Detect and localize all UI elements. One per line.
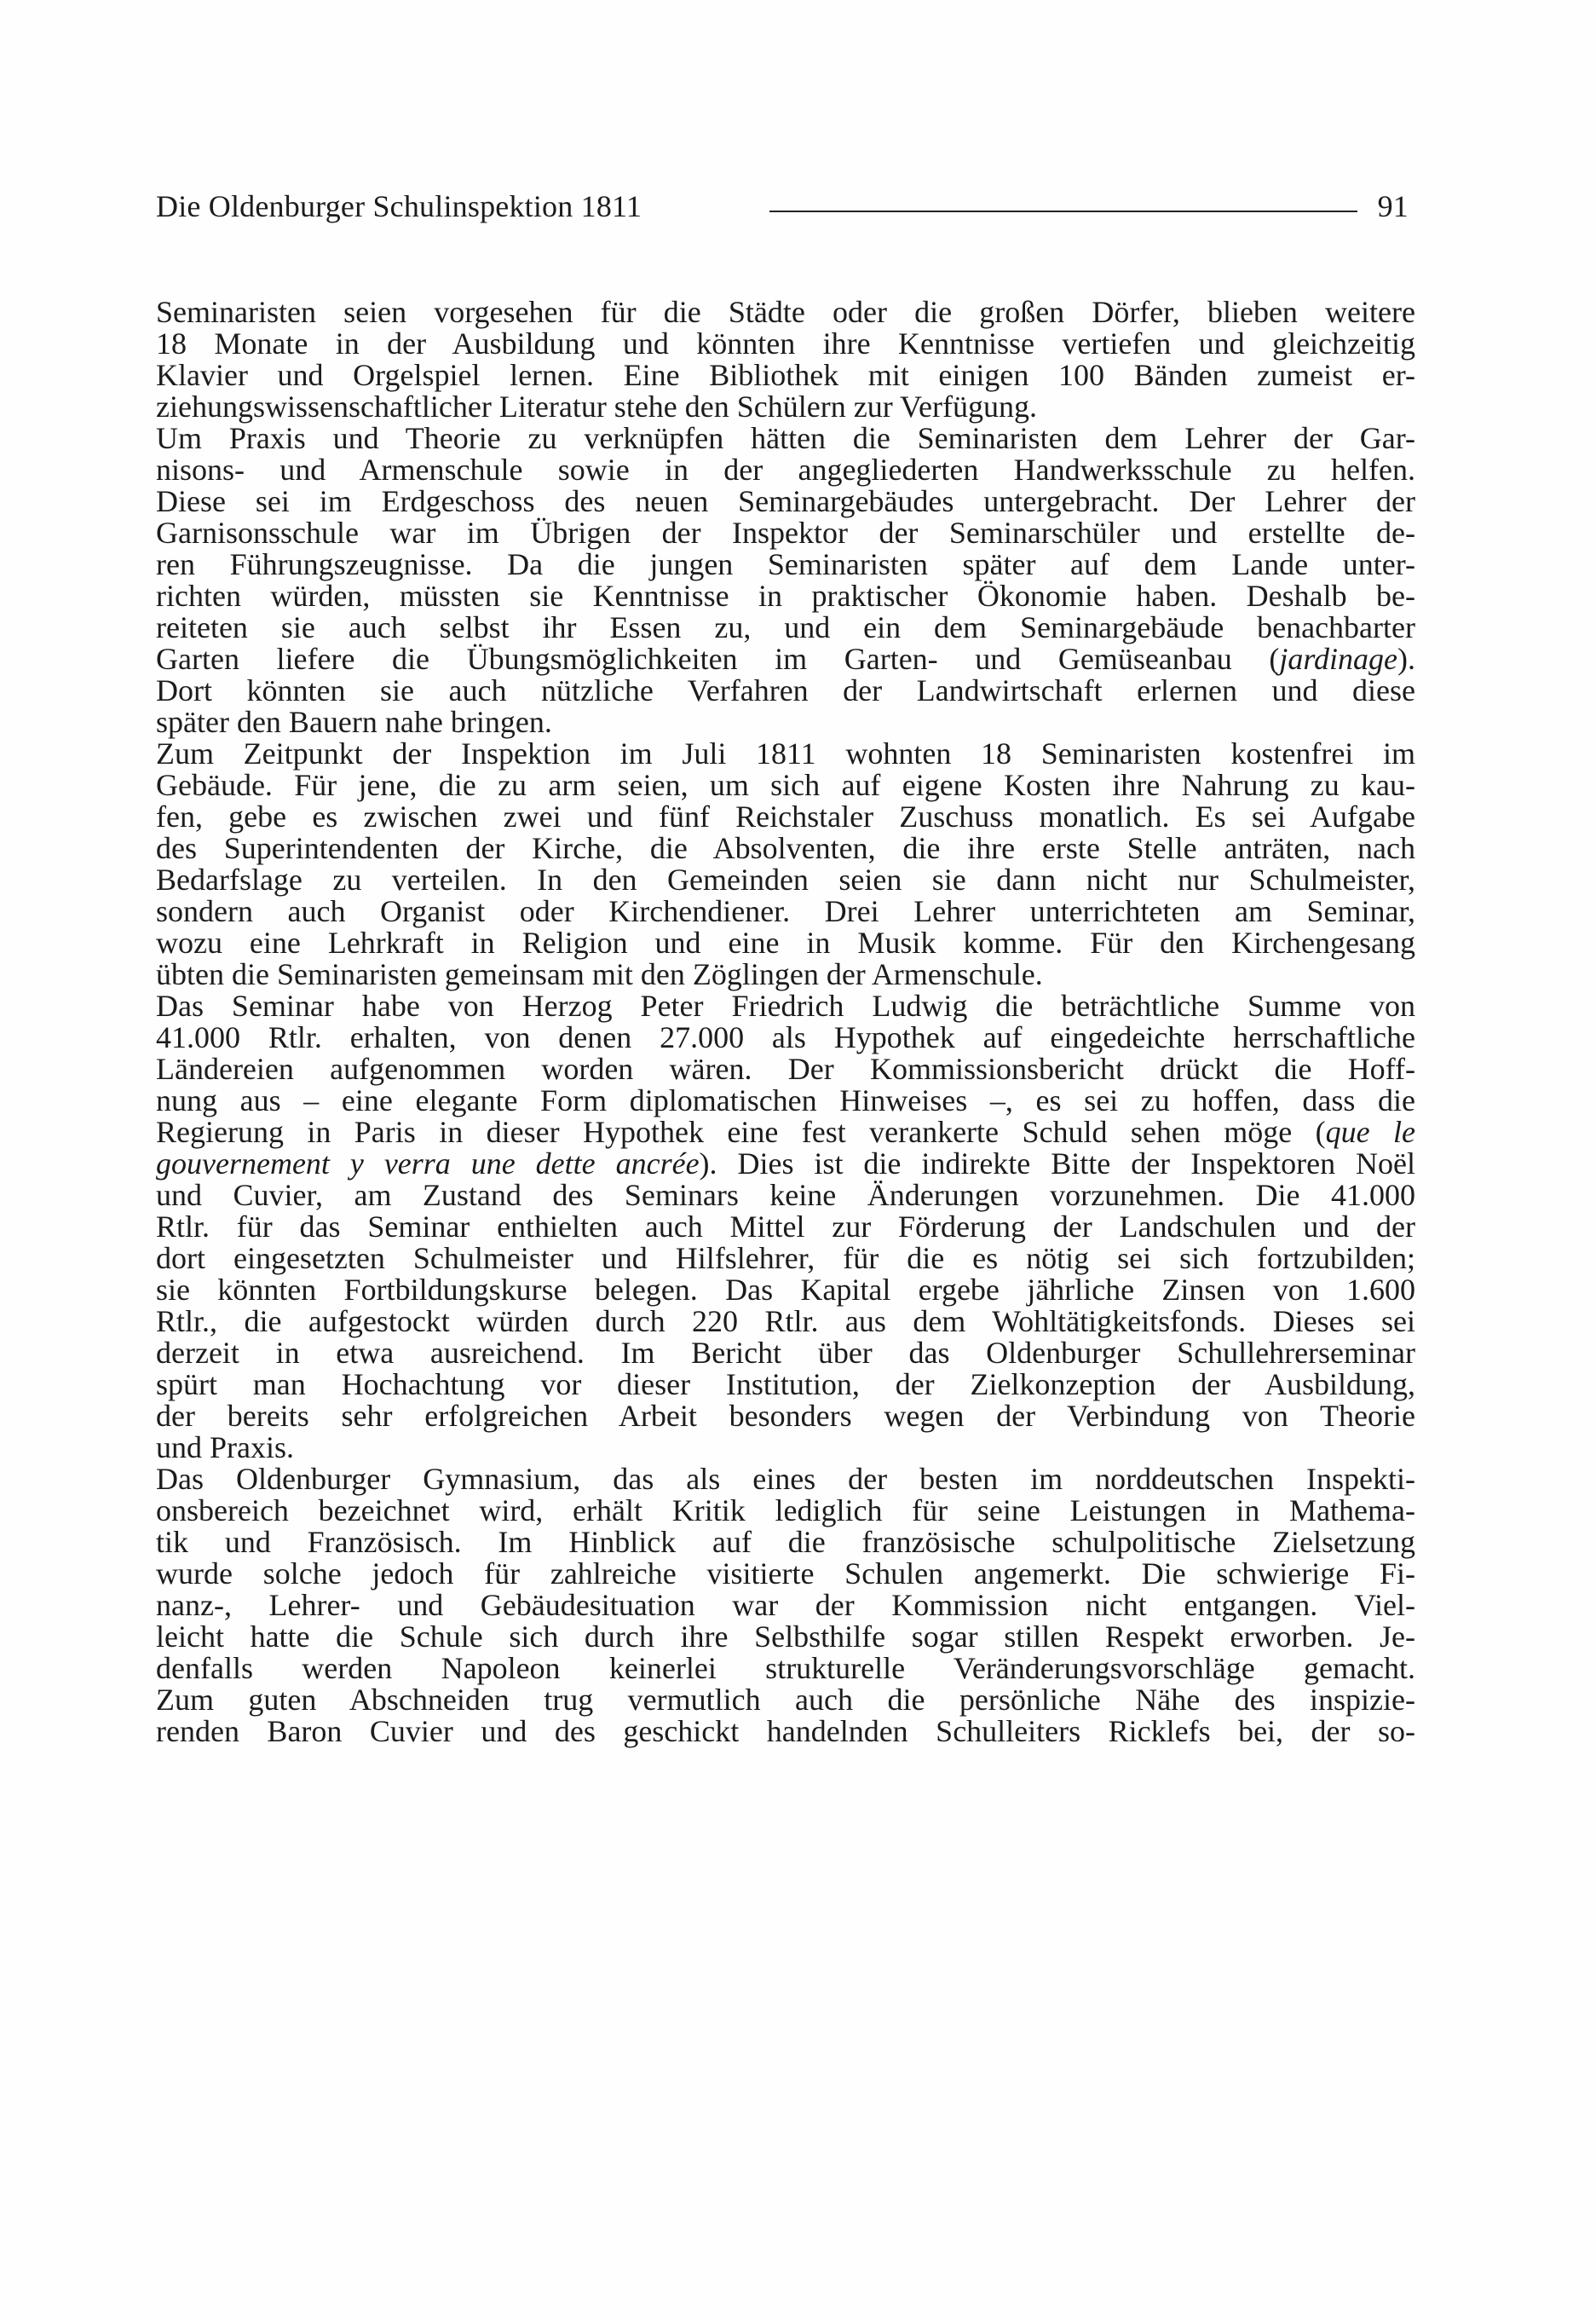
text-segment: Regierung in Paris in dieser Hypothek eine fest verankerte Schuld sehen möge (: [156, 1115, 1326, 1149]
text-line: der bereits sehr erfolgreichen Arbeit besonders wegen der Verbindung von Theorie: [156, 1399, 1415, 1433]
text-line: Garnisonsschule war im Übrigen der Inspektor der Seminarschüler und erstellte de-: [156, 516, 1415, 550]
text-line: leicht hatte die Schule sich durch ihre Selbsthilfe sogar stillen Respekt erworben. Je-: [156, 1620, 1415, 1654]
text-line: spürt man Hochachtung vor dieser Institution, der Zielkonzeption der Ausbildung,: [156, 1367, 1415, 1401]
text-line: Rtlr., die aufgestockt würden durch 220 Rtlr. aus dem Wohltätigkeitsfonds. Dieses sei: [156, 1304, 1415, 1338]
text-line: Das Seminar habe von Herzog Peter Friedrich Ludwig die beträchtliche Summe von: [156, 989, 1415, 1023]
text-line: [156, 1148, 1415, 1180]
text-line: nanz-, Lehrer- und Gebäudesituation war der Kommission nicht entgangen. Viel-: [156, 1588, 1415, 1622]
text-line: 18 Monate in der Ausbildung und könnten ihre Kenntnisse vertiefen und gleichzeitig: [156, 326, 1415, 361]
running-title: Die Oldenburger Schulinspektion 1811: [156, 189, 642, 223]
text-line: Seminaristen seien vorgesehen für die Städte oder die großen Dörfer, blieben weitere: [156, 295, 1415, 329]
italic-quote: que le: [1325, 1115, 1415, 1149]
text-line: denfalls werden Napoleon keinerlei strukturelle Veränderungsvorschläge gemacht.: [156, 1651, 1415, 1685]
header-rule: [769, 211, 1357, 212]
text-line: Rtlr. für das Seminar enthielten auch Mittel zur Förderung der Landschulen und der: [156, 1210, 1415, 1244]
text-line: sondern auch Organist oder Kirchendiener. Drei Lehrer unterrichteten am Seminar,: [156, 894, 1415, 928]
text-line: Ländereien aufgenommen worden wären. Der Kommissionsbericht drückt die Hoff-: [156, 1052, 1415, 1086]
text-line: Klavier und Orgelspiel lernen. Eine Bibliothek mit einigen 100 Bänden zumeist er-: [156, 358, 1415, 392]
text-line: Um Praxis und Theorie zu verknüpfen hätten die Seminaristen dem Lehrer der Gar-: [156, 421, 1415, 455]
running-header: [156, 188, 1409, 231]
text-line: Gebäude. Für jene, die zu arm seien, um sich auf eigene Kosten ihre Nahrung zu kau-: [156, 768, 1415, 802]
text-line: Bedarfslage zu verteilen. In den Gemeinden seien sie dann nicht nur Schulmeister,: [156, 863, 1415, 897]
text-line: übten die Seminaristen gemeinsam mit den Zöglingen der Armenschule.: [156, 957, 1043, 991]
text-line: Das Oldenburger Gymnasium, das als eines der besten im norddeutschen Inspekti-: [156, 1462, 1415, 1496]
text-segment: ).: [1397, 642, 1415, 676]
text-line: dort eingesetzten Schulmeister und Hilfslehrer, für die es nötig sei sich fortzubilden;: [156, 1241, 1415, 1275]
text-line: 41.000 Rtlr. erhalten, von denen 27.000 als Hypothek auf eingedeichte herrschaftliche: [156, 1020, 1415, 1054]
text-line: Diese sei im Erdgeschoss des neuen Seminargebäudes untergebracht. Der Lehrer der: [156, 484, 1415, 518]
page-number: 91: [1377, 189, 1409, 223]
text-segment: Garten liefere die Übungsmöglichkeiten im Garten- und Gemüseanbau (: [156, 642, 1280, 676]
text-line: später den Bauern nahe bringen.: [156, 705, 552, 739]
text-line: ziehungswissenschaftlicher Literatur stehe den Schülern zur Verfügung.: [156, 390, 1037, 424]
text-line: wozu eine Lehrkraft in Religion und eine in Musik komme. Für den Kirchengesang: [156, 926, 1415, 960]
text-line: derzeit in etwa ausreichend. Im Bericht über das Oldenburger Schullehrerseminar: [156, 1336, 1415, 1370]
text-line: Dort könnten sie auch nützliche Verfahren der Landwirtschaft erlernen und diese: [156, 673, 1415, 707]
text-line: sie könnten Fortbildungskurse belegen. Das Kapital ergebe jährliche Zinsen von 1.600: [156, 1273, 1415, 1307]
body-text: [156, 297, 1415, 1747]
text-line: und Cuvier, am Zustand des Seminars keine Änderungen vorzunehmen. Die 41.000: [156, 1178, 1415, 1212]
text-line: renden Baron Cuvier und des geschickt handelnden Schulleiters Ricklefs bei, der so-: [156, 1714, 1415, 1748]
text-line: des Superintendenten der Kirche, die Absolventen, die ihre erste Stelle anträten, nach: [156, 831, 1415, 865]
text-line: Zum Zeitpunkt der Inspektion im Juli 1811 wohnten 18 Seminaristen kostenfrei im: [156, 736, 1415, 771]
text-line: onsbereich bezeichnet wird, erhält Kritik lediglich für seine Leistungen in Mathema-: [156, 1493, 1415, 1527]
text-line: nung aus – eine elegante Form diplomatischen Hinweises –, es sei zu hoffen, dass die: [156, 1083, 1415, 1117]
text-line: wurde solche jedoch für zahlreiche visitierte Schulen angemerkt. Die schwierige Fi-: [156, 1556, 1415, 1591]
text-line: reiteten sie auch selbst ihr Essen zu, und ein dem Seminargebäude benachbarter: [156, 610, 1415, 644]
text-line: fen, gebe es zwischen zwei und fünf Reichstaler Zuschuss monatlich. Es sei Aufgabe: [156, 800, 1415, 834]
italic-quote: gouvernement y verra une dette ancrée: [156, 1146, 700, 1181]
text-segment: ). Dies ist die indirekte Bitte der Inspektoren Noël: [699, 1146, 1415, 1181]
text-line: nisons- und Armenschule sowie in der angegliederten Handwerksschule zu helfen.: [156, 453, 1415, 487]
text-line: und Praxis.: [156, 1430, 294, 1464]
italic-term: jardinage: [1279, 642, 1397, 676]
text-line: richten würden, müssten sie Kenntnisse in praktischer Ökonomie haben. Deshalb be-: [156, 579, 1415, 613]
text-line: [156, 1117, 1415, 1148]
text-line: ren Führungszeugnisse. Da die jungen Seminaristen später auf dem Lande unter-: [156, 547, 1415, 581]
text-line: tik und Französisch. Im Hinblick auf die französische schulpolitische Zielsetzung: [156, 1525, 1415, 1559]
text-line: Zum guten Abschneiden trug vermutlich auch die persönliche Nähe des inspizie-: [156, 1683, 1415, 1717]
text-line: [156, 644, 1415, 675]
